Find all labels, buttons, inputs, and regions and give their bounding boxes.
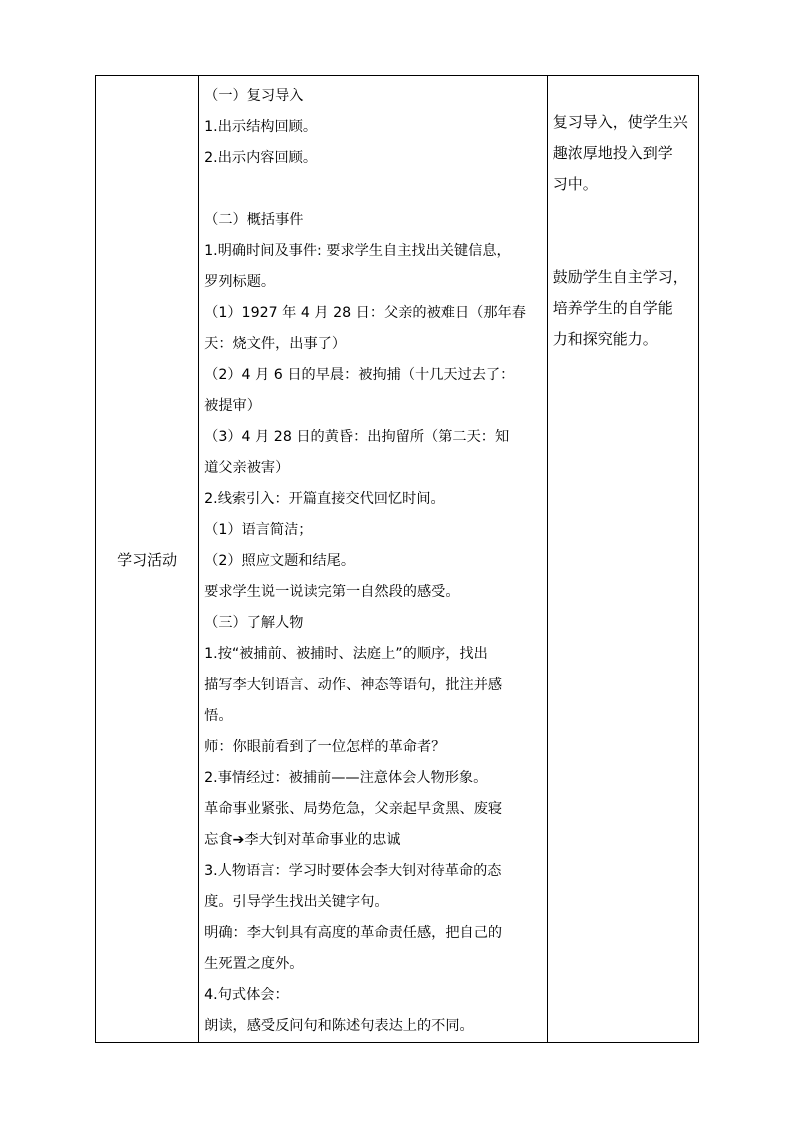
note-line: 复习导入，使学生兴 <box>552 113 688 131</box>
content-line: 革命事业紧张、局势危急，父亲起早贪黑、废寝 <box>204 801 503 817</box>
table-row <box>96 76 699 1043</box>
content-line: 朗读，感受反问句和陈述句表达上的不同。 <box>204 1018 474 1034</box>
note-line: 培养学生的自学能 <box>552 299 673 317</box>
note-line: 习中。 <box>552 175 598 193</box>
notes-spacer <box>553 231 696 262</box>
content-line: 2.线索引入：开篇直接交代回忆时间。 <box>204 491 445 507</box>
content-line: （2）照应文题和结尾。 <box>204 553 356 569</box>
content-line: 描写李大钊语言、动作、神态等语句，批注并感 <box>204 677 503 693</box>
note-line: 趣浓厚地投入到学 <box>552 144 673 162</box>
content-line: 3.人物语言：学习时要体会李大钊对待革命的态 <box>204 863 502 879</box>
content-line: （三）了解人物 <box>204 615 304 631</box>
notes-cell <box>547 76 698 1043</box>
content-line: 罗列标题。 <box>204 274 276 290</box>
content-line <box>204 174 543 205</box>
note-line: 鼓励学生自主学习， <box>552 268 688 286</box>
notes-spacer <box>553 200 696 231</box>
content-line: 师：你眼前看到了一位怎样的革命者？ <box>204 739 446 755</box>
content-line: 明确：李大钊具有高度的革命责任感，把自己的 <box>204 925 503 941</box>
content-line: 度。引导学生找出关键字句。 <box>204 894 389 910</box>
section-label: 学习活动 <box>96 76 199 1043</box>
content-line: （1）1927 年 4 月 28 日：父亲的被难日（那年春 <box>204 305 526 321</box>
content-line: （3）4 月 28 日的黄昏：出拘留所（第二天：知 <box>204 429 510 445</box>
note-line: 力和探究能力。 <box>552 330 658 348</box>
content-line: （一）复习导入 <box>204 88 304 104</box>
content-line: 被提审） <box>204 398 261 414</box>
content-line: 生死置之度外。 <box>204 956 304 972</box>
content-line: 道父亲被害） <box>204 460 290 476</box>
content-line: 忘食➔李大钊对革命事业的忠诚 <box>204 832 401 848</box>
content-line: 悟。 <box>204 708 233 724</box>
content-line: 2.出示内容回顾。 <box>204 150 318 166</box>
lesson-plan-table <box>95 75 699 1043</box>
content-line: 要求学生说一说读完第一自然段的感受。 <box>204 584 460 600</box>
content-line: 4.句式体会： <box>204 987 289 1003</box>
content-line: 1.出示结构回顾。 <box>204 119 318 135</box>
content-line: 1.明确时间及事件: 要求学生自主找出关键信息， <box>204 243 511 259</box>
content-line: （2）4 月 6 日的早晨：被拘捕（十几天过去了： <box>204 367 515 383</box>
notes-spacer <box>553 76 696 107</box>
content-line: 2.事情经过：被捕前——注意体会人物形象。 <box>204 770 488 786</box>
content-line: （1）语言简洁； <box>204 522 313 538</box>
content-line: 1.按“被捕前、被捕时、法庭上”的顺序，找出 <box>204 646 488 662</box>
content-cell <box>199 76 548 1043</box>
content-line: 天：烧文件，出事了） <box>204 336 347 352</box>
content-line: （二）概括事件 <box>204 212 304 228</box>
